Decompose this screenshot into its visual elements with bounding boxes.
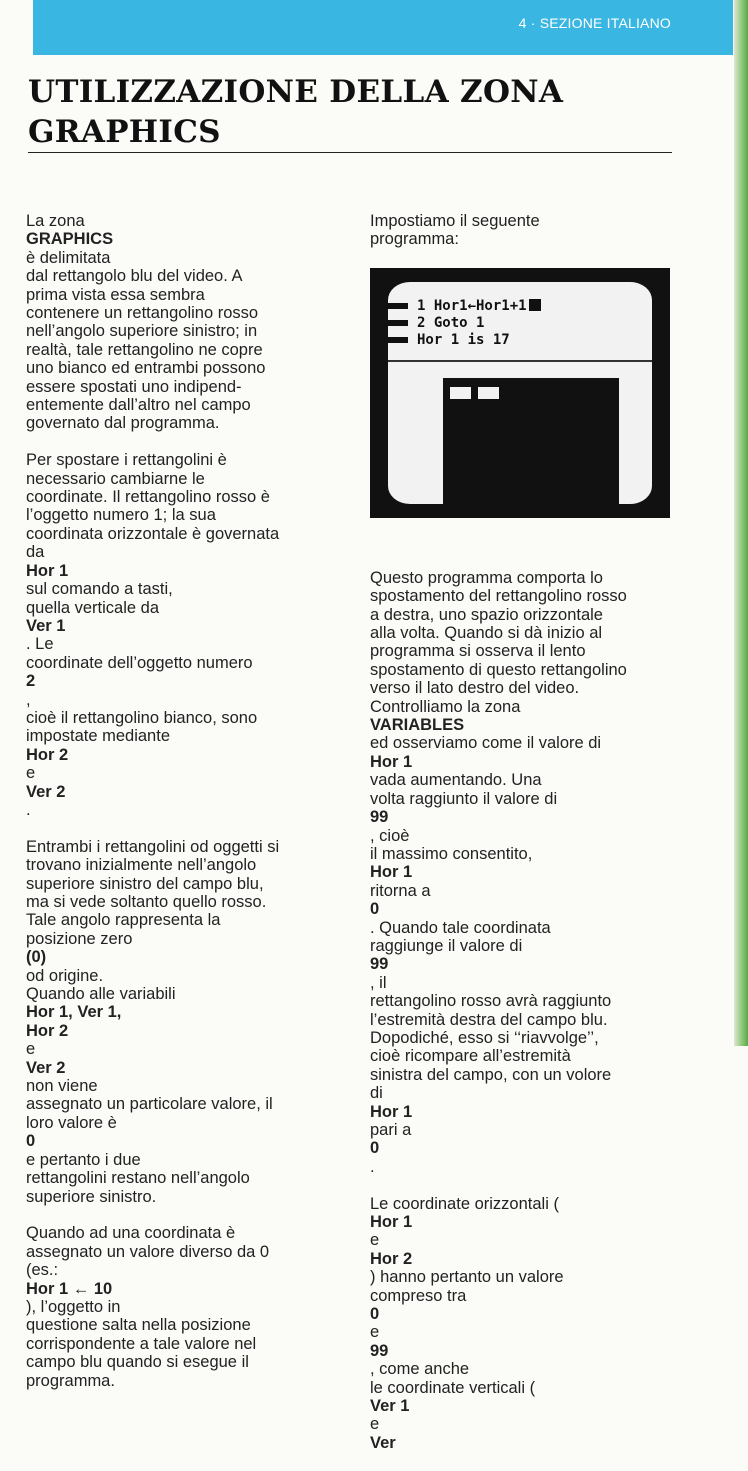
page-title-line-1: UTILIZZAZIONE DELLA ZONA [28,74,564,110]
bold-term: Ver 1 [370,1397,410,1416]
text-run: ritorna a [370,881,431,900]
text-run: nell’angolo superiore sinistro; in [26,322,258,341]
text-line [26,470,336,488]
page-title [28,72,668,152]
text-line [370,679,680,697]
tv-screen-illustration [370,268,670,518]
text-run: non viene [26,1077,98,1096]
text-line [370,937,680,992]
text-run: le coordinate verticali ( [370,1378,536,1397]
text-run: entemente dall’altro nel campo [26,396,251,415]
text-run: necessario cambiarne le [26,469,205,488]
text-line [370,606,680,624]
bold-term: Hor 1 [370,863,413,882]
bold-term: 99 [370,955,389,974]
text-run: Questo programma comporta lo [370,568,603,587]
bold-term: 2 [26,672,36,691]
text-run: . Le [26,635,54,654]
paragraph [370,1195,680,1453]
text-line [370,212,680,230]
text-run: campo blu quando si esegue il [26,1353,249,1372]
text-line [370,1029,680,1047]
text-run: Quando alle variabili [26,985,176,1004]
text-line [370,661,680,679]
text-run: e [26,1040,36,1059]
text-run: . [370,1157,375,1176]
text-line [370,1084,680,1176]
text-run: governato dal programma. [26,414,220,433]
text-run: od origine. [26,966,104,985]
text-line [26,1335,336,1353]
bold-term: Hor 1 [370,1213,413,1232]
text-run: e [370,1323,380,1342]
text-run: prima vista essa sembra [26,285,205,304]
text-run: La zona [26,212,85,230]
text-line [370,642,680,660]
text-run: verso il lato destro del video. [370,679,580,698]
text-run: di [370,1084,383,1103]
text-run: trovano inizialmente nell’angolo [26,856,257,875]
text-line [26,506,336,524]
text-run: contenere un rettangolino rosso [26,304,259,323]
text-line [26,599,336,654]
text-line [26,451,336,469]
text-run: e [370,1415,380,1434]
text-run: Per spostare i rettangolini è [26,451,227,470]
text-line [26,543,336,598]
text-run: ed osserviamo come il valore di [370,734,602,753]
text-run: rettangolini restano nell’angolo [26,1169,250,1188]
paragraph [26,451,336,819]
text-run: realtà, tale rettangolino ne copre [26,340,263,359]
bold-term: 0 [370,900,380,919]
text-run: programma. [26,1371,115,1390]
bold-term: Hor 1 [370,1102,413,1121]
text-run: volta raggiunto il valore di [370,789,558,808]
text-line [26,1224,336,1242]
text-line [26,414,336,432]
code-text: Hor 1 is 17 [417,332,510,348]
bold-term: 0 [26,1132,36,1151]
text-run: coordinate dell’oggetto numero [26,653,253,672]
bold-term: 0 [370,1305,380,1324]
text-run: Quando ad una coordinata è [26,1224,236,1243]
text-run: vada aumentando. Una [370,771,542,790]
bold-term: Hor 2 [370,1249,413,1268]
text-run: coordinate. Il rettangolino rosso è [26,488,270,507]
title-rule [28,152,672,153]
text-run: pari a [370,1121,412,1139]
text-run: a destra, uno spazio orizzontale [370,605,603,624]
text-run: essere spostati uno indipend- [26,377,242,396]
text-run: il massimo consentito, [370,844,533,863]
text-line [26,1188,336,1206]
text-run: rettangolino rosso avrà raggiunto [370,992,612,1011]
text-run: (es.: [26,1261,59,1280]
text-run: assegnato un particolare valore, il [26,1095,273,1114]
bold-term: (0) [26,948,47,967]
bold-term: Ver 2 [26,1058,66,1077]
object-1-rectangle [450,387,471,399]
text-run: Tale angolo rappresenta la [26,911,221,930]
text-line [26,525,336,543]
text-line [26,1114,336,1169]
text-run: Dopodiché, esso si ‘‘riavvolge’’, [370,1028,599,1047]
text-run: , il [370,973,387,992]
text-line [26,1095,336,1113]
text-line [370,1011,680,1029]
text-line [26,341,336,359]
text-line [26,1372,336,1390]
text-line [370,1066,680,1084]
text-run: Le coordinate orizzontali ( [370,1194,559,1213]
text-line [26,488,336,506]
text-run: spostamento di questo rettangolino [370,660,627,679]
paragraph [26,1224,336,1390]
text-line [26,654,336,709]
text-line [370,845,680,882]
text-run: e [26,764,36,783]
text-run: sul comando a tasti, [26,580,173,599]
code-line [388,332,652,349]
text-run: compreso tra [370,1286,467,1305]
header-bar [33,0,733,55]
bold-term: Hor 2 [26,1021,69,1040]
bold-term: 99 [370,1341,389,1360]
text-run: cioè il rettangolino bianco, sono [26,708,258,727]
bold-term: Hor 1, Ver 1, [26,1003,122,1022]
text-run: impostate mediante [26,727,170,746]
section-label: 4 · SEZIONE ITALIANO [518,15,671,31]
text-line [26,1169,336,1187]
program-area [388,298,652,349]
text-line [26,856,336,874]
text-line [26,1022,336,1096]
text-run: , cioè [370,826,410,845]
bold-term: Hor 1 [26,561,69,580]
text-line [370,1287,680,1379]
cursor-icon [529,299,541,311]
paragraph [26,212,336,433]
text-line [370,230,680,248]
bold-term: Hor 1 ← 10 [26,1279,113,1298]
bold-term: 99 [370,808,389,827]
text-run: ), l’oggetto in [26,1297,121,1316]
text-run: posizione zero [26,929,133,948]
text-line [26,930,336,985]
text-line [370,734,680,752]
screen-divider [388,360,652,362]
text-line [370,569,680,587]
text-line [370,882,680,937]
text-line [26,359,336,377]
bold-term: Hor 1 [370,752,413,771]
text-line [26,304,336,322]
bold-term: VARIABLES [370,716,465,735]
line-marker-icon [388,303,408,309]
text-line [370,790,680,845]
text-run: dal rettangolo blu del video. A [26,267,243,286]
text-line [370,1250,680,1287]
graphics-field [443,378,619,504]
text-line [370,587,680,605]
line-marker-icon [388,337,408,343]
left-column [26,212,336,1408]
text-run: raggiunge il valore di [370,936,523,955]
text-run: quella verticale da [26,598,159,617]
text-line [26,985,336,1022]
paragraph [370,212,680,249]
page-edge [734,0,748,1046]
text-run: coordinata orizzontale è governata [26,524,280,543]
bold-term: Ver 1 [26,616,66,635]
text-run: uno bianco ed entrambi possono [26,359,266,378]
text-run: Entrambi i rettangolini od oggetti si [26,837,280,856]
bold-term: GRAPHICS [26,230,114,249]
text-run: programma si osserva il lento [370,642,586,661]
text-line [370,992,680,1010]
text-line [26,378,336,396]
text-run: corrispondente a tale valore nel [26,1334,257,1353]
text-run: ) hanno pertanto un valore [370,1268,564,1287]
text-line [26,1353,336,1371]
page-title-line-2: GRAPHICS [28,114,221,150]
text-line [26,709,336,727]
text-run: sinistra del campo, con un volore [370,1065,612,1084]
text-run: è delimitata [26,248,111,267]
text-run: programma: [370,230,459,249]
paragraph [26,838,336,1206]
code-line [388,298,652,315]
text-run: e [370,1231,380,1250]
text-line [370,1379,680,1453]
text-run: da [26,543,45,562]
text-line [26,286,336,304]
text-run: superiore sinistro del campo blu, [26,874,264,893]
text-line [26,838,336,856]
text-run: , [26,690,31,709]
bold-term: Ver 2 [26,782,66,801]
text-run: alla volta. Quando si dà inizio al [370,624,603,643]
text-line [26,893,336,911]
screen-display [388,282,652,504]
text-run: . Quando tale coordinata [370,918,551,937]
text-run: l’estremità destra del campo blu. [370,1010,608,1029]
text-line [26,396,336,414]
bold-term: Ver [370,1433,396,1452]
text-line [26,911,336,929]
object-2-rectangle [478,387,499,399]
text-line [370,1195,680,1250]
text-run: l’oggetto numero 1; la sua [26,506,216,525]
text-line [26,1243,336,1261]
code-text: 1 Hor1←Hor1+1 [417,298,527,314]
text-line [26,875,336,893]
text-run: . [26,800,31,819]
code-line [388,315,652,332]
text-run: spostamento del rettangolino rosso [370,587,627,606]
text-line [26,1261,336,1316]
paragraph [370,569,680,1176]
text-line [26,212,336,267]
text-run: loro valore è [26,1113,117,1132]
line-marker-icon [388,320,408,326]
text-line [26,1316,336,1334]
code-text: 2 Goto 1 [417,315,485,331]
text-run: Impostiamo il seguente [370,212,540,230]
text-line [26,322,336,340]
text-run: e pertanto i due [26,1150,141,1169]
text-line [26,727,336,819]
text-run: , come anche [370,1360,470,1379]
text-run: cioè ricompare all’estremità [370,1047,571,1066]
text-run: Controlliamo la zona [370,697,521,716]
text-line [370,753,680,790]
bold-term: Hor 2 [26,745,69,764]
text-run: superiore sinistro. [26,1187,157,1206]
text-line [370,698,680,735]
text-line [370,1047,680,1065]
text-run: ma si vede soltanto quello rosso. [26,893,267,911]
bold-term: 0 [370,1139,380,1158]
text-line [26,267,336,285]
text-run: assegnato un valore diverso da 0 [26,1242,270,1261]
text-line [370,624,680,642]
text-run: questione salta nella posizione [26,1316,251,1335]
